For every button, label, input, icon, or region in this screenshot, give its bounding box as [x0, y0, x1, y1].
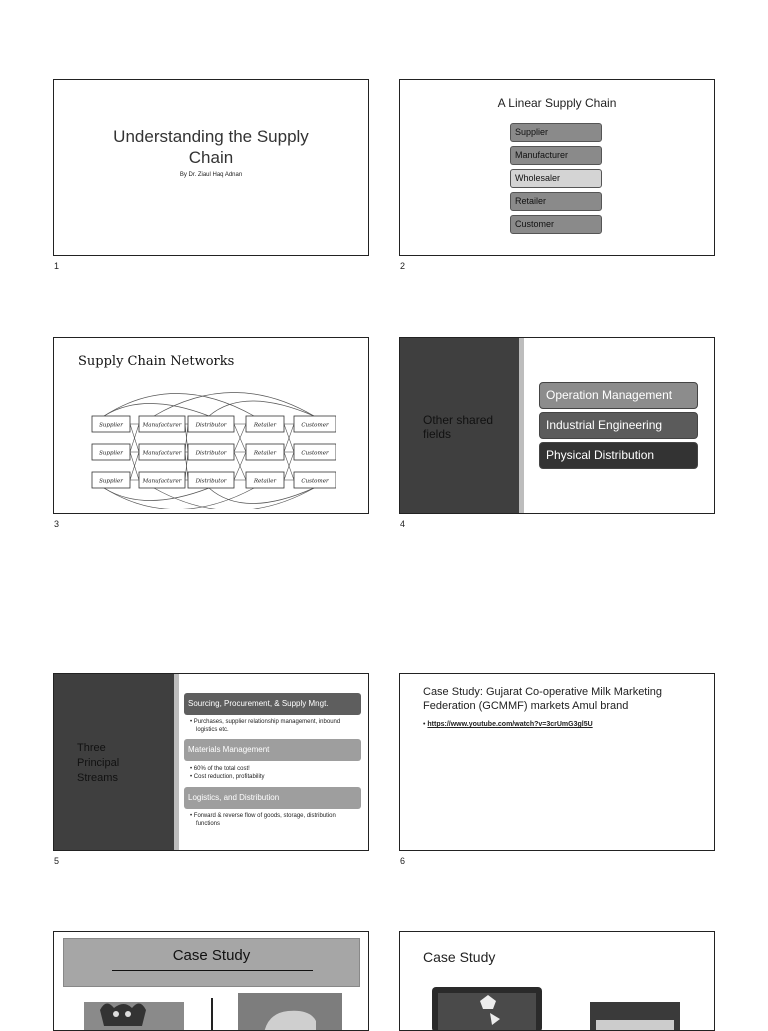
- flow-arc: [154, 488, 314, 509]
- slide-2: [399, 79, 715, 256]
- slide-number-3: 3: [54, 519, 60, 529]
- slide-number-2: 2: [400, 261, 406, 271]
- slide-number-5: 5: [54, 856, 60, 866]
- chain-box-supplier: Supplier: [510, 123, 602, 142]
- stream-bullets-logistics: [190, 812, 360, 828]
- node-label: Supplier: [99, 450, 123, 457]
- supply-chain-network-diagram: [84, 381, 336, 509]
- slide-7: [53, 931, 369, 1031]
- node-label: Manufacturer: [142, 478, 182, 485]
- slide-number-4: 4: [400, 519, 406, 529]
- title-underline: [112, 970, 313, 971]
- slide-6: [399, 673, 715, 851]
- node-label: Distributor: [195, 478, 227, 485]
- node-label: Supplier: [99, 422, 123, 429]
- slide-5-label: [77, 741, 167, 786]
- slide-6-title: Case Study: Gujarat Co-operative Milk Marketing Federation (GCMMF) markets Amul brand: [423, 686, 663, 712]
- node-label: Customer: [301, 478, 329, 485]
- slide-4: [399, 337, 715, 514]
- node-label: Manufacturer: [142, 422, 182, 429]
- slide-1-author: By Dr. Ziaul Haq Adnan: [179, 172, 243, 178]
- flow-arc: [104, 488, 254, 509]
- product-image: [238, 993, 348, 1031]
- bullet-text: Forward & reverse flow of goods, storage, distribution functions: [193, 813, 336, 827]
- node-label: Retailer: [253, 478, 277, 485]
- flow-arc: [154, 393, 314, 417]
- node-label: Retailer: [253, 422, 277, 429]
- slide-1: [53, 79, 369, 256]
- node-label: Manufacturer: [142, 450, 182, 457]
- bullet-text: Purchases, supplier relationship management, inbound logistics etc.: [193, 719, 341, 733]
- stream-header-materials: Materials Management: [184, 739, 361, 761]
- divider-stripe: [174, 674, 179, 850]
- stream-header-sourcing: Sourcing, Procurement, & Supply Mngt.: [184, 693, 361, 715]
- bullet-item: • Cost reduction, profitability: [190, 774, 265, 780]
- youtube-link[interactable]: https://www.youtube.com/watch?v=3crUmG3gl5U: [427, 721, 593, 728]
- slide-2-title: A Linear Supply Chain: [497, 96, 617, 110]
- slide-4-label: Other shared fields: [423, 413, 494, 441]
- label-line-2: Principal: [77, 757, 120, 769]
- label-line-1: Three: [77, 742, 106, 754]
- node-label: Distributor: [195, 450, 227, 457]
- node-label: Supplier: [99, 478, 123, 485]
- bullet-item: • Purchases, supplier relationship management, inbound logistics etc.: [190, 719, 341, 733]
- laptop-video-image: [430, 985, 550, 1030]
- chain-box-retailer: Retailer: [510, 192, 602, 211]
- video-link-item: • https://www.youtube.com/watch?v=3crUmG3gl5U: [423, 721, 593, 728]
- slide-5: [53, 673, 369, 851]
- stream-header-logistics: Logistics, and Distribution: [184, 787, 361, 809]
- brand-poster-image: [590, 1002, 680, 1031]
- chain-box-manufacturer: Manufacturer: [510, 146, 602, 165]
- flow-arc: [104, 404, 209, 417]
- divider-stripe: [519, 338, 524, 513]
- field-physical-distribution: Physical Distribution: [539, 442, 698, 469]
- field-industrial-engineering: Industrial Engineering: [539, 412, 698, 439]
- title-line-1: Understanding the Supply: [113, 127, 309, 146]
- bullet-text: Cost reduction, profitability: [193, 774, 265, 780]
- stream-bullets-materials: [190, 765, 360, 781]
- slide-number-6: 6: [400, 856, 406, 866]
- bullet-text: 60% of the total cost!: [193, 766, 250, 772]
- slide-3: [53, 337, 369, 514]
- title-line-2: Chain: [188, 148, 234, 167]
- node-label: Customer: [301, 450, 329, 457]
- node-label: Retailer: [253, 450, 277, 457]
- case-study-banner: [63, 938, 360, 987]
- slide-3-title: Supply Chain Networks: [78, 354, 235, 369]
- chain-box-wholesaler: Wholesaler: [510, 169, 602, 188]
- slide-number-1: 1: [54, 261, 60, 271]
- node-label: Customer: [301, 422, 329, 429]
- chain-box-customer: Customer: [510, 215, 602, 234]
- field-operation-management: Operation Management: [539, 382, 698, 409]
- slide-1-title: [54, 126, 368, 168]
- flow-arc: [209, 401, 314, 416]
- bullet-item: • Forward & reverse flow of goods, storage, distribution functions: [190, 813, 336, 827]
- slide-8-title: Case Study: [423, 949, 496, 965]
- flow-arc: [104, 488, 209, 501]
- node-label: Distributor: [195, 422, 227, 429]
- slide-7-title: Case Study: [172, 947, 251, 964]
- stream-bullets-sourcing: [190, 718, 360, 734]
- flow-arc: [104, 394, 254, 417]
- amul-logo-image: [80, 992, 190, 1031]
- label-line-3: Streams: [77, 772, 118, 784]
- image-divider: [211, 998, 213, 1031]
- bullet-item: • 60% of the total cost!: [190, 766, 250, 772]
- slide-8: [399, 931, 715, 1031]
